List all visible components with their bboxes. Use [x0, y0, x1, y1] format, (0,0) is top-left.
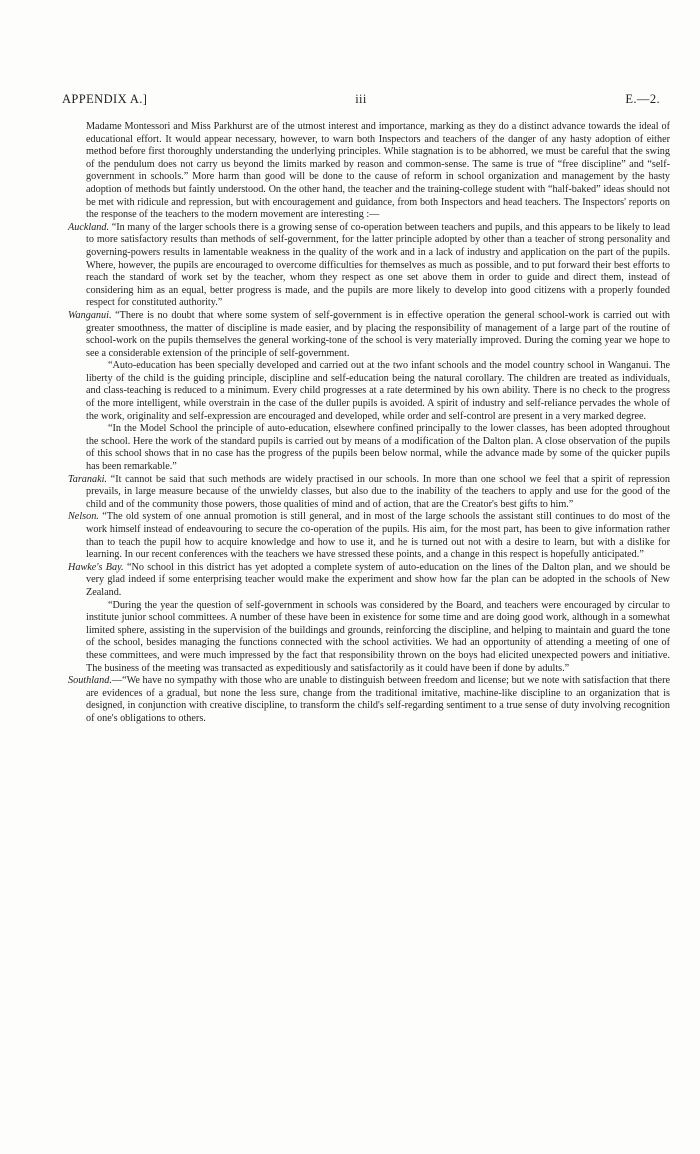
region-paragraph — [68, 309, 671, 360]
region-name: Hawke's Bay. — [68, 561, 124, 573]
document-reference: E.—2. — [625, 92, 660, 106]
region-name: Wanganui. — [68, 309, 112, 321]
region-paragraph — [68, 511, 671, 561]
region-name: Auckland. — [68, 221, 110, 233]
page-number: iii — [355, 92, 367, 106]
region-paragraph — [68, 561, 670, 600]
region-text: “No school in this district has yet adopted a complete system of auto-education on the lines of the Dalton plan, and we should be very glad indeed if some enterprising teacher would make the experiment and show how far the plan can be adopted in the schools of New Zealand. — [86, 561, 670, 598]
region-text: “There is no doubt that where some system of self-government is in effective operation the general school-work is carried out with greater smoothness, the matter of discipline is made easier, and by placing the responsibility of management of a large part of the routine of school-work on the pupils themselves the general working-tone of the school is very materially improved. During the coming year we hope to see a considerable extension of the principle of self-government. — [86, 309, 671, 359]
continuation-paragraph: “In the Model School the principle of auto-education, elsewhere confined principally to the lower classes, has been adopted throughout the school. Here the work of the standard pupils is carried out by means of a modification of the Dalton plan. A close observation of the pupils of this school shows that in no case has the progress of the pupils been below normal, while the advance made by some of the quicker pupils has been remarkable.” — [86, 423, 670, 473]
region-paragraph — [68, 473, 670, 512]
continuation-paragraph: “Auto-education has been specially developed and carried out at the two infant schools and the model country school in Wanganui. The liberty of the child is the guiding principle, discipline and self-education being the natural corollary. The children are treated as individuals, and class-teaching is reduced to a minimum. Every child progresses at a rate determined by his own ability. There is no check to the progress of the more intelligent, while overstrain in the case of the duller pupils is avoided. A spirit of industry and self-reliance pervades the whole of the work, originality and self-expression are encouraged and developed, while order and self-control are present in a very marked degree. — [86, 360, 670, 422]
intro-paragraph: Madame Montessori and Miss Parkhurst are of the utmost interest and importance, marking as they do a distinct advance towards the ideal of educational effort. It would appear necessary, however, to warn both Inspectors and teachers of the danger of any hasty adoption of either method before first thoroughly understanding the underlying principles. While stagnation is to be abhorred, we must be careful that the swing of the pendulum does not carry us beyond the limits marked by reason and common-sense. The same is true of “free discipline” and “self-government in schools.” More harm than good will be done to the cause of reform in school organization and management by the hasty adoption of methods but faintly understood. On the other hand, the teacher and the training-college student with “half-baked” ideas should not be met with ridicule and repression, but with encouragement and guidance, from both Inspectors and head teachers. The Inspectors' reports on the response of the teachers to the modern movement are interesting :— — [86, 121, 670, 221]
region-name: Southland. — [68, 675, 112, 687]
continuation-paragraph: “During the year the question of self-government in schools was considered by the Board, and teachers were encouraged by circular to institute junior school committees. A number of these have been in existence for some time and are doing good work, although in a somewhat limited sphere, assisting in the supervision of the buildings and grounds, reinforcing the discipline, and helping to maintain and guard the tone of the school, besides managing the functions connected with the school activities. We had an opportunity of attending a meeting of one of these committees, and were much impressed by the fact that responsibility thrown on the boys had elicited unexpected powers and initiative. The business of the meeting was transacted as expeditiously and satisfactorily as it could have been if done by adults.” — [86, 599, 670, 674]
region-text: “It cannot be said that such methods are widely practised in our schools. In more than one school we feel that a spirit of repression prevails, in large measure because of the unwieldy classes, but also due to the inability of the teachers to apply and use for the good of the child and of the community those powers, those qualities of mind and of action, that are the Creator's best gifts to him.” — [86, 473, 670, 510]
region-name: Taranaki. — [68, 473, 107, 485]
document-body — [68, 121, 671, 726]
region-paragraph — [68, 221, 671, 310]
region-text: “The old system of one annual promotion is still general, and in most of the large schools the assistant still continues to do most of the work himself instead of endeavouring to secure the co-operation of the pupils. His aim, for the most part, has been to give information rather than to teach the pupil how to acquire knowledge and how to use it, and he is turned out not with a desire to learn, but with a dislike for learning. In our recent conferences with the teachers we have stressed these points, and a change in this respect is hopefully anticipated.” — [86, 511, 671, 561]
region-name: Nelson. — [68, 511, 99, 523]
region-text: “In many of the larger schools there is a growing sense of co-operation between teachers and pupils, and this appears to be likely to lead to more satisfactory results than methods of self-government, for the latter principle adopted by other than a teacher of strong personality and governing-powers results in lamentable weakness in the quality of the work and in a lack of industry and application on the part of the pupils. Where, however, the pupils are encouraged to overcome difficulties for themselves as much as possible, and to put forward their best efforts to reach the standard of work set by the teacher, whom they respect as one set above them in order to guide and direct them, instead of considering him as an equal, better progress is made, and the pupils are more likely to develop into good citizens with a properly founded respect for constituted authority.” — [86, 221, 671, 309]
region-paragraph — [68, 675, 670, 725]
appendix-label: APPENDIX A.] — [62, 92, 148, 106]
page-header — [62, 92, 660, 108]
region-text: —“We have no sympathy with those who are unable to distinguish between freedom and license; but we note with satisfaction that there are evidences of a gradual, but none the less sure, change from the traditional imitative, machine-like discipline to an organization that is designed, in conjunction with creative discipline, to transform the child's self-regarding sentiment to a true sense of duty involving recognition of one's obligations to others. — [86, 675, 670, 724]
